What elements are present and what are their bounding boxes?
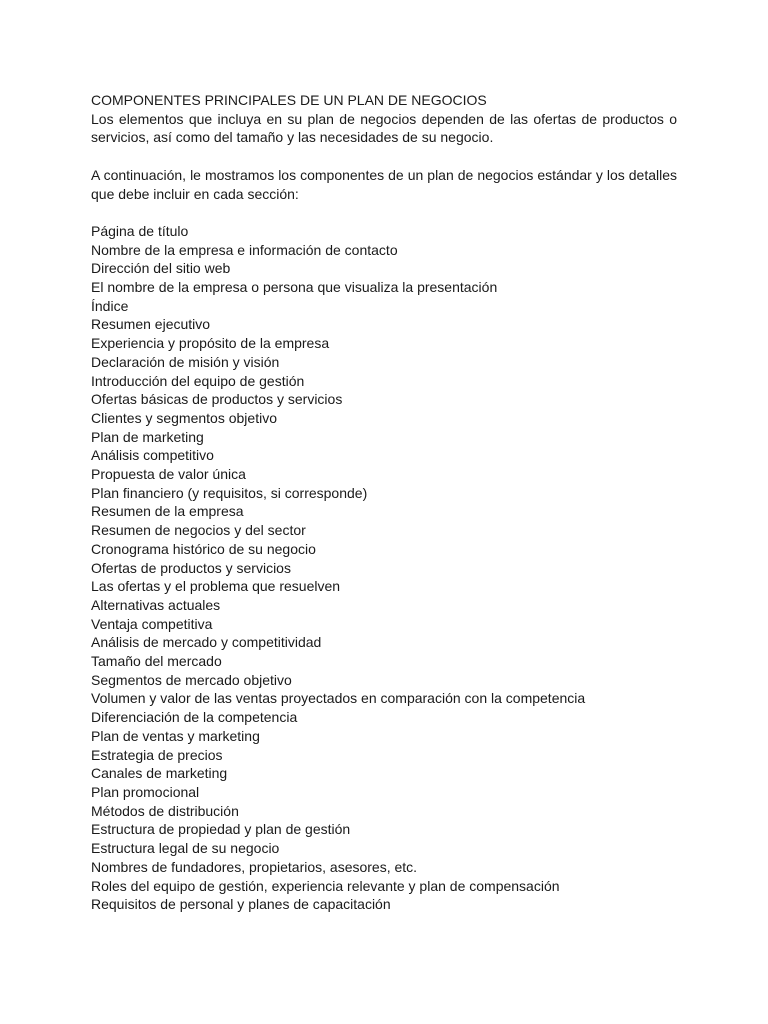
list-item: Ventaja competitiva [91,615,213,632]
list-item: Introducción del equipo de gestión [91,372,305,389]
lead-paragraph: A continuación, le mostramos los componentes de un plan de negocios estándar y los detalles que debe incluir en cada sección: [91,166,677,202]
list-item: Ofertas básicas de productos y servicios [91,391,343,408]
list-item: Diferenciación de la competencia [91,709,298,726]
list-item: Estructura legal de su negocio [91,840,280,857]
list-item: Clientes y segmentos objetivo [91,409,277,426]
list-item: Métodos de distribución [91,802,239,819]
list-item: Estrategia de precios [91,746,223,763]
list-item: Experiencia y propósito de la empresa [91,335,330,352]
list-item: Página de título [91,222,189,239]
list-item: Resumen de la empresa [91,503,244,520]
list-item: Alternativas actuales [91,596,221,613]
list-item: Nombre de la empresa e información de contacto [91,241,398,258]
components-list [91,222,677,914]
list-item: Plan promocional [91,783,200,800]
list-item: Las ofertas y el problema que resuelven [91,578,341,595]
list-item: Índice [91,297,129,314]
list-item: Tamaño del mercado [91,653,222,670]
list-item: Estructura de propiedad y plan de gestión [91,821,351,838]
list-item: Plan de ventas y marketing [91,727,260,744]
list-item: Análisis competitivo [91,447,214,464]
list-item: Roles del equipo de gestión, experiencia relevante y plan de compensación [91,877,560,894]
list-item: Nombres de fundadores, propietarios, asesores, etc. [91,858,418,875]
list-item: Requisitos de personal y planes de capacitación [91,896,391,913]
list-item: Resumen de negocios y del sector [91,522,306,539]
paragraph-spacer [91,203,677,222]
list-item: Propuesta de valor única [91,466,246,483]
document-title: COMPONENTES PRINCIPALES DE UN PLAN DE NEGOCIOS [91,92,487,108]
paragraph-spacer [91,147,677,166]
list-item: Análisis de mercado y competitividad [91,634,322,651]
list-item: Cronograma histórico de su negocio [91,540,316,557]
list-item: Dirección del sitio web [91,260,231,277]
list-item: Declaración de misión y visión [91,353,280,370]
list-item: Volumen y valor de las ventas proyectados en comparación con la competencia [91,690,586,707]
list-item: El nombre de la empresa o persona que visualiza la presentación [91,279,498,295]
list-item: Ofertas de productos y servicios [91,559,291,576]
list-item: Plan de marketing [91,428,204,445]
intro-paragraph: Los elementos que incluya en su plan de negocios dependen de las ofertas de productos o servicios, así como del tamaño y las necesidades de su negocio. [91,110,677,146]
document-content [91,91,677,914]
list-item: Resumen ejecutivo [91,316,211,333]
list-item: Plan financiero (y requisitos, si corresponde) [91,484,368,501]
list-item: Canales de marketing [91,765,228,782]
list-item: Segmentos de mercado objetivo [91,671,292,688]
